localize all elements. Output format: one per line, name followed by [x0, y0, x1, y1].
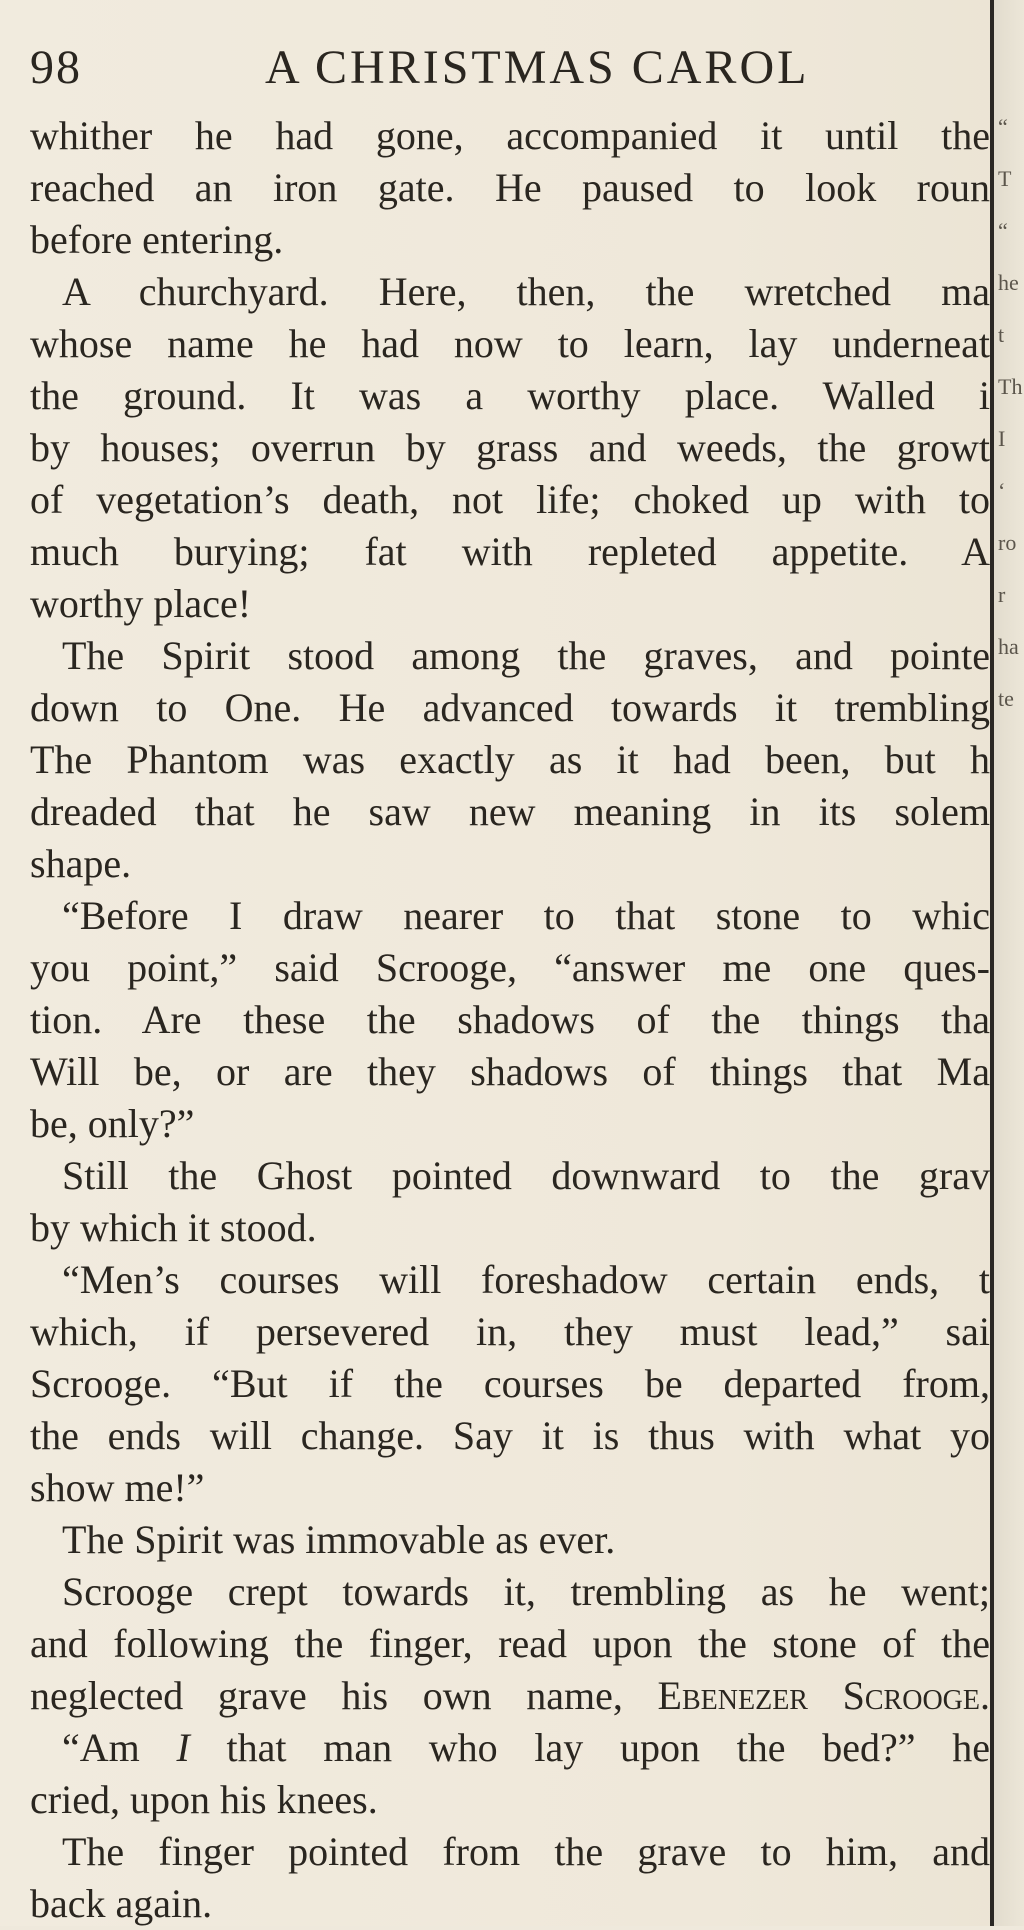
adjacent-page-fragment: “ [998, 114, 1008, 139]
text-line: whither he had gone, accompanied it until the [30, 113, 990, 158]
body-text [30, 110, 990, 1930]
text-line: Will be, or are they shadows of things that Ma [30, 1049, 990, 1094]
text-line: be, only?” [30, 1101, 195, 1146]
text-line: the ground. It was a worthy place. Walled i [30, 373, 990, 418]
page-number: 98 [30, 41, 82, 94]
text-line: The Spirit was immovable as ever. [62, 1517, 616, 1562]
text-line: “Am I that man who lay upon the bed?” he [62, 1725, 990, 1770]
text-line: of vegetation’s death, not life; choked up with to [30, 477, 990, 522]
text-line: The Phantom was exactly as it had been, but h [30, 737, 990, 782]
adjacent-page-fragment: te [998, 686, 1014, 711]
page-header [30, 40, 980, 100]
text-line: cried, upon his knees. [30, 1777, 378, 1822]
adjacent-page-fragment: Th [998, 374, 1023, 399]
text-line: which, if persevered in, they must lead,” sai [30, 1309, 990, 1354]
adjacent-page-fragment: r [998, 582, 1006, 607]
text-line: Still the Ghost pointed downward to the grav [62, 1153, 990, 1198]
text-line: back again. [30, 1881, 213, 1926]
text-line: by houses; overrun by grass and weeds, the growt [30, 425, 990, 470]
adjacent-page-fragment: T [998, 166, 1012, 191]
name-small-caps: Ebenezer Scrooge [657, 1673, 980, 1718]
adjacent-page-fragment: he [998, 270, 1019, 295]
text-line: A churchyard. Here, then, the wretched ma [62, 269, 990, 314]
text-line: before entering. [30, 217, 284, 262]
text-line: the ends will change. Say it is thus with what yo [30, 1413, 990, 1458]
text-line: worthy place! [30, 581, 252, 626]
text-line: by which it stood. [30, 1205, 317, 1250]
text-line: Scrooge crept towards it, trembling as he went; [62, 1569, 990, 1614]
text-line: and following the finger, read upon the stone of the [30, 1621, 990, 1666]
text-line: you point,” said Scrooge, “answer me one ques- [30, 945, 990, 990]
text-line: “Before I draw nearer to that stone to whic [62, 893, 990, 938]
text-line: whose name he had now to learn, lay underneat [30, 321, 990, 366]
adjacent-page-fragment: “ [998, 218, 1008, 243]
adjacent-page-edge [994, 0, 1024, 1926]
text-line: neglected grave his own name, Ebenezer Scrooge. [30, 1673, 990, 1718]
text-line: dreaded that he saw new meaning in its solem [30, 789, 990, 834]
text-line: much burying; fat with repleted appetite. A [30, 529, 990, 574]
adjacent-page-fragment: ro [998, 530, 1017, 555]
text-line: show me!” [30, 1465, 205, 1510]
text-line: reached an iron gate. He paused to look roun [30, 165, 990, 210]
adjacent-page-fragment: I [998, 426, 1006, 451]
text-line: The Spirit stood among the graves, and pointe [62, 633, 990, 678]
text-line: down to One. He advanced towards it trembling [30, 685, 990, 730]
text-line: “Men’s courses will foreshadow certain ends, t [62, 1257, 990, 1302]
adjacent-page-fragment: t [998, 322, 1005, 347]
italic-emphasis: I [176, 1725, 190, 1770]
text-line: shape. [30, 841, 132, 886]
text-line: The finger pointed from the grave to him, and [62, 1829, 990, 1874]
adjacent-page-fragment: ha [998, 634, 1019, 659]
adjacent-page-fragment: ‘ [998, 478, 1006, 503]
text-line: tion. Are these the shadows of the things tha [30, 997, 990, 1042]
running-title: A CHRISTMAS CAROL [265, 41, 810, 94]
text-line: Scrooge. “But if the courses be departed from, [30, 1361, 990, 1406]
